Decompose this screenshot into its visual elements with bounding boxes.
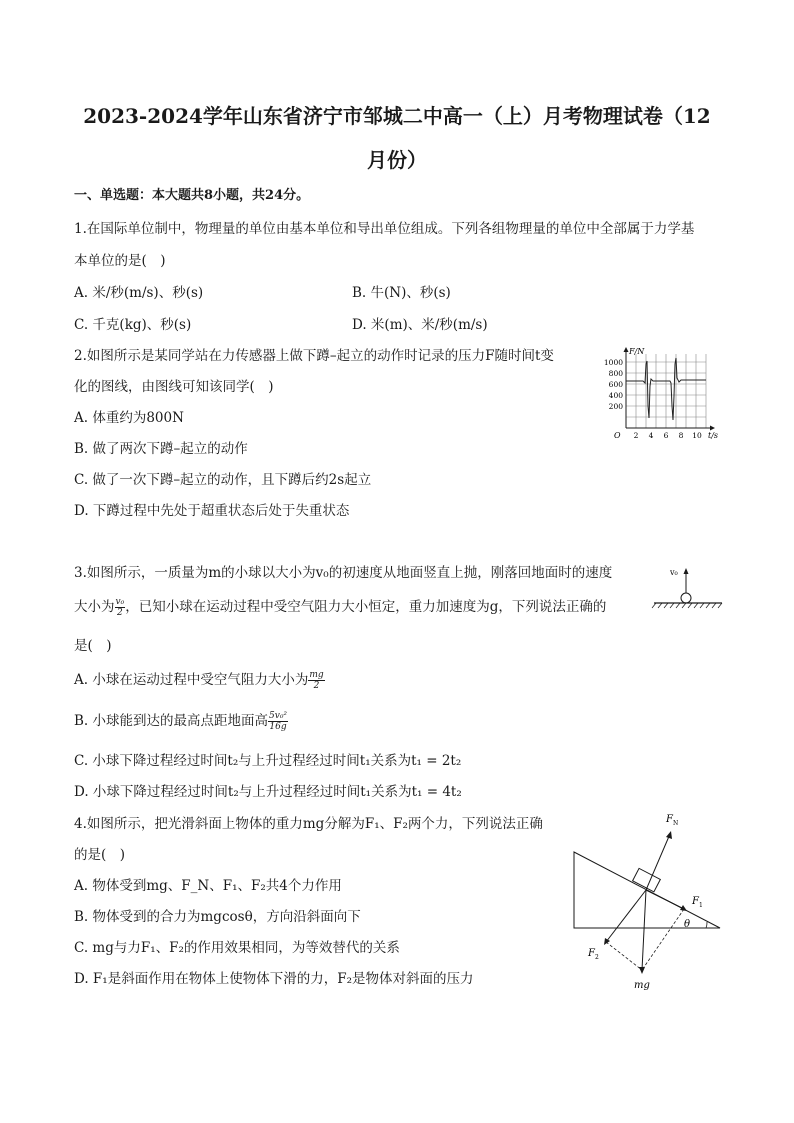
q3-speed-fraction	[115, 597, 126, 618]
q3-stem-line1: 3.如图所示，一质量为m的小球以大小为v₀的初速度从地面竖直上抛，刚落回地面时的速度	[74, 565, 613, 581]
q3-option-a-den: 2	[313, 681, 320, 691]
q4-option-b: B. 物体受到的合力为mgcosθ，方向沿斜面向下	[74, 909, 361, 925]
graph-x-label: t/s	[708, 431, 719, 440]
ball	[681, 593, 691, 603]
q2-option-d: D. 下蹲过程中先处于超重状态后处于失重状态	[74, 503, 350, 519]
theta-label: θ	[684, 919, 691, 930]
gravity-arrow	[642, 890, 646, 970]
q3-option-d: D. 小球下降过程经过时间t₂与上升过程经过时间t₁关系为t₁ = 4t₂	[74, 784, 462, 800]
q1-option-d: D. 米(m)、米/秒(m/s)	[352, 317, 488, 333]
graph-y-tick: 400	[608, 391, 623, 400]
mg-label: mg	[634, 980, 650, 991]
graph-x-tick: 8	[678, 431, 684, 440]
q3-option-a-fraction	[308, 670, 324, 691]
graph-x-arrow	[710, 426, 715, 431]
q3-stem-line2	[74, 595, 606, 618]
f1-label: $F_1$	[692, 896, 703, 909]
q2-stem-line2: 化的图线，由图线可知该同学( )	[74, 379, 274, 395]
graph-x-tick: 4	[648, 431, 654, 440]
q1-stem-line2: 本单位的是( )	[74, 253, 166, 269]
q3-option-b-text: B. 小球能到达的最高点距地面高	[74, 713, 269, 729]
q3-option-b-fraction	[268, 711, 288, 732]
graph-origin: O	[614, 431, 621, 440]
q3-speed-den: 2	[116, 608, 123, 618]
q1-option-a: A. 米/秒(m/s)、秒(s)	[74, 285, 204, 301]
q3-option-a	[74, 668, 325, 691]
velocity-arrowhead	[684, 568, 689, 574]
graph-x-tick: 10	[692, 431, 702, 440]
q4-option-a: A. 物体受到mg、F_N、F₁、F₂共4个力作用	[74, 878, 342, 894]
q4-stem-line2: 的是( )	[74, 847, 126, 863]
exam-title-line1: 2023-2024学年山东省济宁市邹城二中高一（上）月考物理试卷（12	[83, 104, 711, 128]
q2-option-c: C. 做了一次下蹲–起立的动作，且下蹲后约2s起立	[74, 472, 372, 488]
q3-option-b	[74, 709, 288, 732]
q3-option-c: C. 小球下降过程经过时间t₂与上升过程经过时间t₁关系为t₁ = 2t₂	[74, 753, 462, 769]
graph-y-tick: 200	[608, 402, 623, 411]
q4-option-d: D. F₁是斜面作用在物体上使物体下滑的力，F₂是物体对斜面的压力	[74, 971, 474, 987]
incline-force-figure	[568, 806, 728, 996]
f2-label: $F_2$	[588, 948, 599, 961]
q3-stem-line2-prefix: 大小为	[74, 599, 115, 615]
q2-stem-line1: 2.如图所示是某同学站在力传感器上做下蹲–起立的动作时记录的压力F随时间t变	[74, 348, 554, 364]
fn-label: $F_N$	[666, 814, 679, 827]
ground-hatch	[652, 603, 722, 608]
q3-option-a-num: mg	[309, 670, 324, 680]
f2-arrowhead	[604, 938, 610, 945]
f1-arrow	[646, 890, 684, 909]
normal-force-arrowhead	[666, 831, 672, 839]
q1-stem-line1: 1.在国际单位制中，物理量的单位由基本单位和导出单位组成。下列各组物理量的单位中全部属于力学基	[74, 221, 695, 237]
graph-grid	[626, 354, 706, 428]
q3-stem-line2-suffix: ，已知小球在运动过程中受空气阻力大小恒定，重力加速度为g，下列说法正确的	[125, 599, 607, 615]
angle-arc	[706, 922, 707, 928]
q3-stem-line3: 是( )	[74, 638, 112, 654]
graph-x-tick: 2	[633, 431, 639, 440]
q1-option-c: C. 千克(kg)、秒(s)	[74, 317, 192, 333]
q3-option-b-num: 5v₀²	[269, 711, 288, 721]
q4-option-c: C. mg与力F₁、F₂的作用效果相同，为等效替代的关系	[74, 940, 400, 956]
dashed-line-f2	[606, 942, 642, 970]
q3-option-a-text: A. 小球在运动过程中受空气阻力大小为	[74, 672, 309, 688]
f2-arrow	[606, 890, 646, 942]
section-heading: 一、单选题：本大题共8小题，共24分。	[74, 188, 310, 203]
dashed-line-f1	[642, 909, 684, 970]
initial-velocity-label: v₀	[670, 568, 678, 577]
q1-option-b: B. 牛(N)、秒(s)	[352, 285, 451, 301]
q2-option-b: B. 做了两次下蹲–起立的动作	[74, 441, 248, 457]
force-time-graph	[600, 346, 730, 440]
ball-throw-figure	[648, 560, 728, 615]
graph-y-tick: 600	[608, 380, 623, 389]
graph-y-arrow	[624, 347, 629, 352]
q2-option-a: A. 体重约为800N	[74, 410, 184, 426]
q3-speed-num: v₀	[115, 597, 125, 607]
graph-y-label: F/N	[629, 347, 645, 356]
q4-stem-line1: 4.如图所示，把光滑斜面上物体的重力mg分解为F₁、F₂两个力，下列说法正确	[74, 816, 543, 832]
graph-y-tick: 800	[608, 369, 623, 378]
q3-option-b-den: 16g	[269, 722, 287, 732]
exam-title-line2: 月份）	[367, 148, 427, 172]
graph-x-tick: 6	[663, 431, 669, 440]
graph-y-tick: 1000	[603, 358, 623, 367]
